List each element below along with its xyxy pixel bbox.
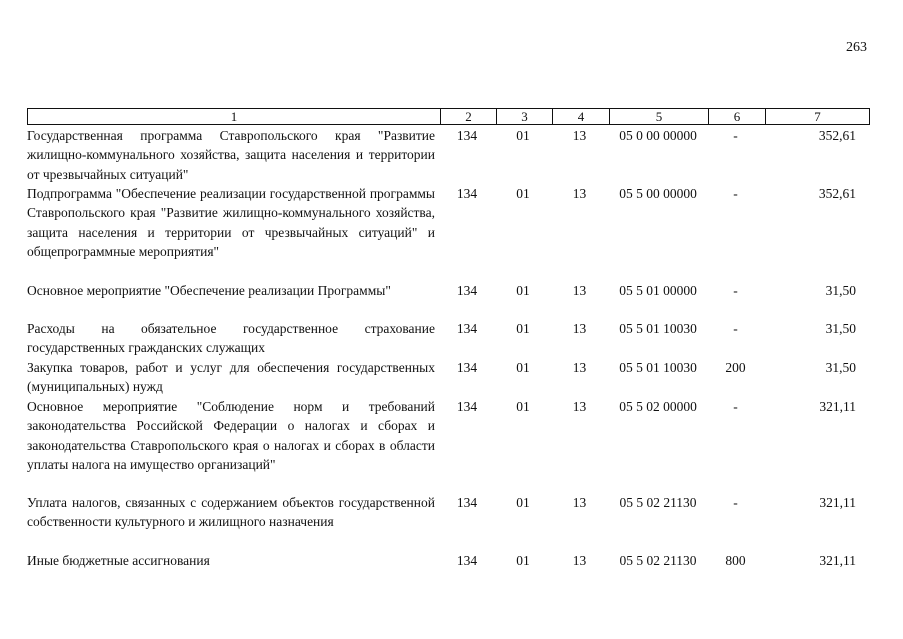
cell-col5: 05 5 01 10030 [619, 360, 697, 375]
cell-col6: - [733, 495, 738, 510]
column-header-7: 7 [765, 109, 869, 124]
cell-col3: 01 [516, 399, 530, 414]
cell-col2: 134 [456, 495, 478, 510]
cell-col2: 134 [456, 399, 478, 414]
column-header-3: 3 [496, 109, 552, 124]
cell-col3: 01 [516, 321, 530, 336]
cell-col7: 31,50 [825, 360, 856, 375]
row-description: Основное мероприятие "Обеспечение реализации Программы" [27, 283, 391, 298]
cell-col5: 05 5 00 00000 [619, 186, 697, 201]
cell-col2: 134 [456, 360, 478, 375]
cell-col7: 321,11 [819, 553, 856, 568]
cell-col6: 200 [725, 360, 746, 375]
cell-col4: 13 [572, 495, 587, 510]
cell-col7: 352,61 [818, 186, 856, 201]
cell-col5: 05 5 02 00000 [619, 399, 697, 414]
cell-col5: 05 0 00 00000 [619, 128, 697, 143]
column-header-5: 5 [609, 109, 708, 124]
cell-col6: - [733, 186, 738, 201]
row-description: Иные бюджетные ассигнования [27, 553, 210, 568]
cell-col7: 321,11 [819, 495, 856, 510]
cell-col6: - [733, 321, 738, 336]
cell-col4: 13 [572, 553, 587, 568]
cell-col7: 31,50 [825, 283, 856, 298]
column-header-4: 4 [552, 109, 609, 124]
column-header-6: 6 [708, 109, 765, 124]
row-description: Государственная программа Ставропольского края "Развитие жилищно-коммунального хозяйства, защита населения и территории от чрезвычайных ситуаций" [27, 128, 435, 182]
cell-col4: 13 [572, 128, 587, 143]
cell-col7: 352,61 [818, 128, 856, 143]
cell-col4: 13 [572, 321, 587, 336]
cell-col6: - [733, 128, 738, 143]
column-header-1: 1 [230, 109, 238, 124]
cell-col6: 800 [725, 553, 746, 568]
column-header-2: 2 [440, 109, 496, 124]
cell-col5: 05 5 02 21130 [619, 495, 697, 510]
cell-col5: 05 5 01 00000 [619, 283, 697, 298]
table-header [27, 108, 870, 125]
cell-col3: 01 [516, 360, 530, 375]
cell-col2: 134 [456, 553, 478, 568]
row-description: Основное мероприятие "Соблюдение норм и требований законодательства Российской Федерации о налогах и сборах и законодательства Ставропольского края о налогах и сборах в области уплаты налога на имущество организаций" [27, 399, 435, 472]
cell-col7: 321,11 [819, 399, 856, 414]
cell-col3: 01 [516, 553, 530, 568]
cell-col3: 01 [516, 283, 530, 298]
cell-col4: 13 [572, 186, 587, 201]
cell-col2: 134 [456, 283, 478, 298]
cell-col6: - [733, 283, 738, 298]
page-number: 263 [846, 40, 867, 55]
cell-col5: 05 5 02 21130 [619, 553, 697, 568]
cell-col4: 13 [572, 360, 587, 375]
cell-col6: - [733, 399, 738, 414]
cell-col4: 13 [572, 283, 587, 298]
cell-col3: 01 [516, 495, 530, 510]
cell-col3: 01 [516, 128, 530, 143]
row-description: Уплата налогов, связанных с содержанием объектов государственной собственности культурного и жилищного назначения [27, 495, 435, 530]
row-description: Подпрограмма "Обеспечение реализации государственной программы Ставропольского края "Развитие жилищно-коммунального хозяйства, защита населения и территории от чрезвычайных ситуаций" и общепрограммные мероприятия" [27, 186, 435, 259]
cell-col7: 31,50 [825, 321, 856, 336]
cell-col2: 134 [456, 128, 478, 143]
row-description: Закупка товаров, работ и услуг для обеспечения государственных (муниципальных) нужд [27, 360, 435, 395]
cell-col4: 13 [572, 399, 587, 414]
row-description: Расходы на обязательное государственное страхование государственных гражданских служащих [27, 321, 435, 356]
cell-col5: 05 5 01 10030 [619, 321, 697, 336]
cell-col2: 134 [456, 321, 478, 336]
cell-col2: 134 [456, 186, 478, 201]
cell-col3: 01 [516, 186, 530, 201]
